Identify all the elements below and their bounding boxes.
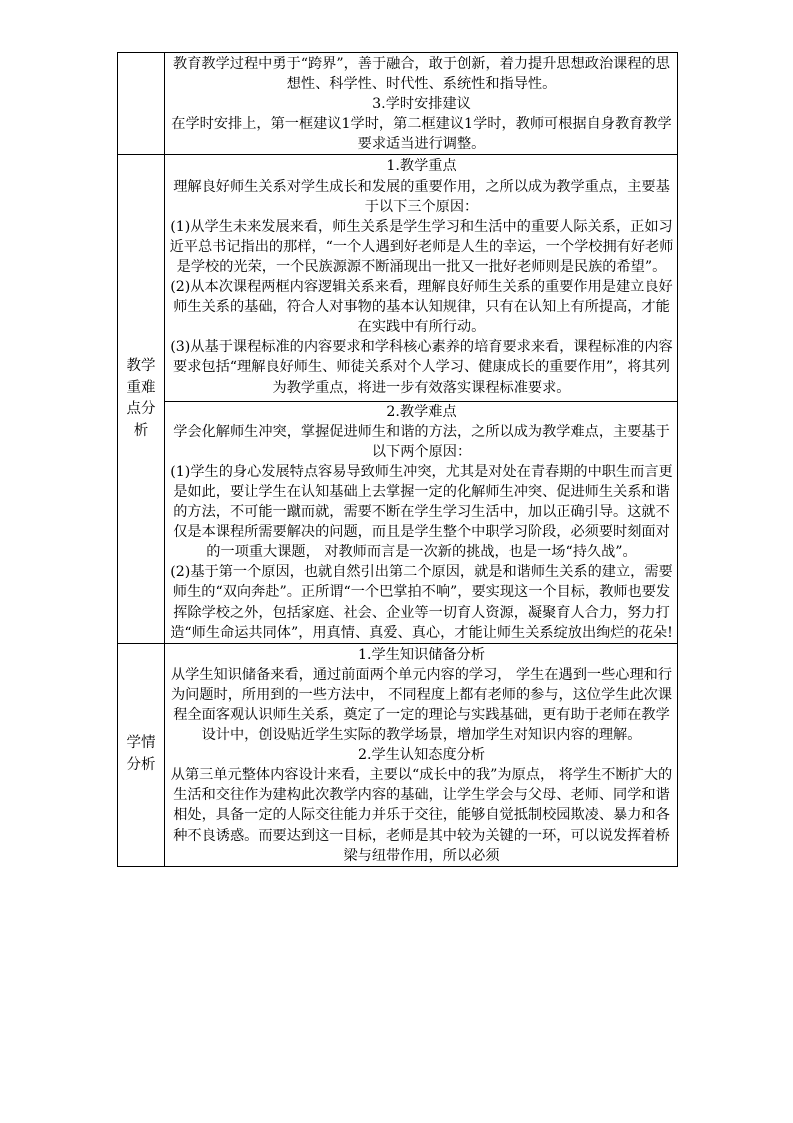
paragraph: 从学生知识储备来看，通过前面两个单元内容的学习， 学生在遇到一些心理和行为问题时，所用到的一些方法中， 不同程度上都有老师的参与，这位学生此次课程全面客观认识师生关系，奠定了一定的理论与实践基础，更有助于老师在教学设计中，创设贴近学生实际的教学场景，增加学生对知识内容的理解。 xyxy=(170,666,673,744)
paragraph: (1)学生的身心发展特点容易导致师生冲突，尤其是对处在青春期的中职生而言更是如此，要让学生在认知基础上去掌握一定的化解师生冲突、促进师生关系和谐的方法，不可能一蹴而就，需要不断在学生学习生活中，加以正确引导。这就不仅是本课程所需要解决的问题，而且是学生整个中职学习阶段，必须要时刻面对的一项重大课题， 对教师而言是一次新的挑战，也是一场“持久战”。 xyxy=(170,463,673,561)
paragraph: 教育教学过程中勇于“跨界”，善于融合，敢于创新，着力提升思想政治课程的思想性、科学性、时代性、系统性和指导性。 xyxy=(173,56,670,93)
row-label-key-difficult-points: 教学重难点分析 xyxy=(118,155,165,643)
row-label-learning-analysis: 学情分析 xyxy=(118,643,165,866)
paragraph: 在学时安排上，第一框建议1学时，第二框建议1学时，教师可根据自身教育教学要求适当进行调整。 xyxy=(171,116,672,153)
section-heading: 1.学生知识储备分析 xyxy=(357,646,486,663)
paragraph: 学会化解师生冲突，掌握促进师生和谐的方法，之所以成为教学难点，主要基于以下两个原因： xyxy=(173,423,670,460)
paragraph: (2)从本次课程两框内容逻辑关系来看，理解良好师生关系的重要作用是建立良好师生关系的基础，符合人对事物的基本认知规律，只有在认知上有所提高，才能在实践中有所行动。 xyxy=(170,279,673,336)
table-row xyxy=(118,53,678,155)
paragraph: 理解良好师生关系对学生成长和发展的重要作用，之所以成为教学重点，主要基于以下三个原因： xyxy=(173,178,670,215)
section-heading: 1.教学重点 xyxy=(386,158,457,175)
paragraph: (3)从基于课程标准的内容要求和学科核心素养的培育要求来看，课程标准的内容要求包括“理解良好师生、师徒关系对个人学习、健康成长的重要作用”，将其列为教学重点，将进一步有效落实课程标准要求。 xyxy=(170,339,673,396)
section-heading: 3.学时安排建议 xyxy=(372,96,471,113)
paragraph: (1)从学生未来发展来看，师生关系是学生学习和生活中的重要人际关系，正如习近平总书记指出的那样，“一个人遇到好老师是人生的幸运，一个学校拥有好老师是学校的光荣，一个民族源源不断涌现出一批又一批好老师则是民族的希望”。 xyxy=(169,218,674,275)
content-cell xyxy=(165,53,678,155)
table-row xyxy=(118,643,678,866)
section-heading: 2.教学难点 xyxy=(386,403,457,420)
paragraph: 从第三单元整体内容设计来看，主要以“成长中的我”为原点， 将学生不断扩大的生活和交往作为建构此次教学内容的基础，让学生学会与父母、老师、同学和谐相处，具备一定的人际交往能力并乐于交往，能够自觉抵制校园欺凌、暴力和各种不良诱惑。而要达到这一目标，老师是其中较为关键的一环，可以说发挥着桥梁与纽带作用，所以必须 xyxy=(170,767,673,864)
table-row xyxy=(118,155,678,643)
content-cell xyxy=(165,643,678,866)
content-cell xyxy=(165,155,678,643)
lesson-plan-table xyxy=(117,52,678,867)
paragraph: (2)基于第一个原因，也就自然引出第二个原因，就是和谐师生关系的建立，需要师生的“双向奔赴”。正所谓“一个巴掌拍不响”，要实现这一个目标，教师也要发挥除学校之外，包括家庭、社会、企业等一切育人资源，凝聚育人合力，努力打造“师生命运共同体”，用真情、真爱、真心，才能让师生关系绽放出绚烂的花朵! xyxy=(170,564,673,641)
section-heading: 2.学生认知态度分析 xyxy=(357,747,486,764)
row-label-empty xyxy=(118,53,165,155)
